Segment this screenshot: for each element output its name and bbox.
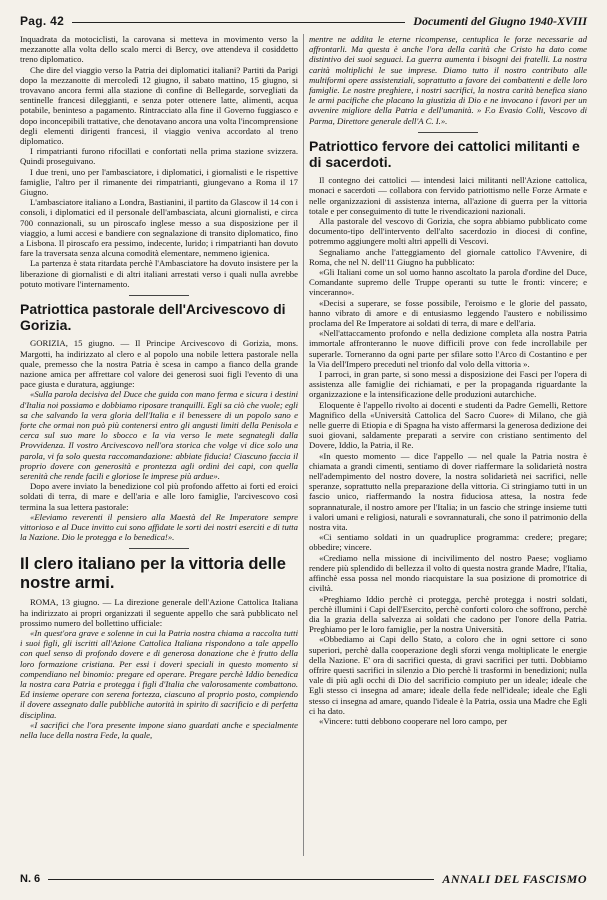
paragraph: Inquadrata da motociclisti, la carovana si metteva in movimento verso la mezzanotte alla volta dello scalo merci di Bercy, ove attendeva il cosiddetto treno diplomatico. (20, 34, 298, 65)
paragraph: Che dire del viaggio verso la Patria dei diplomatici italiani? Partiti da Parigi dopo la mezzanotte di mercoledì 12 giugno, il sabato mattino, 15 giugno, si trovavano ancora fermi alla stazione di confine di Bellegarde, sorvegliati da sentinelle francesi dileggianti, e senza poter ottenere latte, alimenti, acqua potabile, beninteso a pagamento. Rintracciato alla fine il Governo fuggiasco e dopo inconcepibili trattative, che denotavano ancora una volta l'incomprensione degli elementi dirigenti francesi, il viaggio veniva accordato al treno diplomatico. (20, 64, 298, 147)
quote-text: «I sacrifici che l'ora presente impone siano guardati anche e specialmente nella luce della nostra Fede, la quale, (20, 719, 298, 741)
paragraph: I rimpatrianti furono rifocillati e confortati nella prima stazione svizzera. Quindi proseguivano. (20, 146, 298, 167)
left-column (20, 34, 298, 856)
paragraph: Alla pastorale del vescovo di Gorizia, che sopra abbiamo pubblicato come documento-tipo dell'intervento dell'alto sacerdozio in diocesi di confine, potremmo aggiungere molti altri appelli di Vescovi. (309, 215, 587, 247)
section-separator (129, 548, 189, 549)
quote-paragraph (20, 628, 298, 720)
paragraph: «Gli Italiani come un sol uomo hanno ascoltato la parola d'ordine del Duce, Comandante supremo delle Truppe operanti su tutte le fronti: vincere; e vinceranno». (309, 267, 587, 298)
right-column (309, 34, 587, 856)
paragraph: Il contegno dei cattolici — intendesi laici militanti nell'Azione cattolica, monaci e sacerdoti — collabora con fervido patriottismo nelle Forze Armate e nelle organizzazioni di assistenza interna, all'azione di guerra per la vittoria totale e per conseguimento di tutte le rivendicazioni nazionali. (309, 175, 587, 216)
paragraph: ROMA, 13 giugno. — La direzione generale dell'Azione Cattolica Italiana ha indirizzato ai propri organizzati il seguente appello che sarà pubblicato nel prossimo numero del bollettino ufficiale: (20, 597, 298, 628)
paragraph: I parroci, in gran parte, si sono messi a disposizione dei Fasci per l'opera di assistenza alle famiglie dei richiamati, e per la propaganda riguardante la organizzazione e la intensificazione delle produzioni autarchiche. (309, 369, 587, 400)
quote-paragraph (20, 389, 298, 481)
section-heading: Il clero italiano per la vittoria delle nostre armi. (20, 555, 286, 592)
paragraph: La partenza è stata ritardata perchè l'Ambasciatore ha dovuto insistere per la liberazione di giornalisti e di altri italiani arrestati verso i quali nulla avrebbe potuto motivare l'internamento. (20, 258, 298, 289)
paragraph: «Nell'attaccamento profondo e nella dedizione completa alla nostra Patria immortale affronteranno le nuove difficili prove con fede incrollabile per superarle. Torneranno da ogni parte per sfilare sotto l'Arco di Costantino e per la Via dell'Impero preceduti nel trionfo dal volo della vittoria ». (309, 328, 587, 369)
paragraph: «In questo momento — dice l'appello — nel quale la Patria nostra è chiamata a grandi cimenti, sentiamo di dover riaffermare la solidarietà nostra nell'adempimento del nostro dovere, la nostra solidarietà nei sacrifici, nelle speranze, soprattutto nella preparazione della vittoria. Ci stringiamo tutti in un fascio unico, riaffermando la nostra fiduciosa attesa, la nostra fede soprannaturale, il nostro amore per l'Italia; in un fascio che stringe insieme tutti i valori umani e religiosi, naturali e sovrannaturali, che sono il patrimonio della nostra vita. (309, 450, 587, 533)
quote-text: mentre ne addita le eterne ricompense, centuplica le forze necessarie ad affrontarli. Ma questa è anche l'ora della carità che Cristo ha dato come distintivo dei suoi seguaci. La guerra aumenta i bisogni dei fratelli. La nostra carità moltiplichi le sue imprese. Diamo tutto il nostro contributo alle multiformi opere assistenziali, soprattutto a favore dei combattenti e delle loro famiglie. Le nostre preghiere, i nostri sacrifici, la nostra carità benefica siano le armi pacifiche che placano la giustizia di Dio e ne invocano i favori per un avvenire migliore della Patria e dell'umanità. » F.o Evasio Colli, Vescovo di Parma, Direttore generale dell'A C. I.». (309, 34, 587, 126)
quote-paragraph (309, 34, 587, 126)
paragraph: Eloquente è l'appello rivolto ai docenti e studenti da Padre Gemelli, Rettore Magnifico della «Università Cattolica del Sacro Cuore» di Milano, che già nelle guerre di Etiopia e di Spagna ha visto affermarsi la generosa dedizione dei suoi giovani, saldamente preparati a servire con cristiano sentimento del Dovere, Iddio, la Patria, il Re. (309, 399, 587, 451)
paragraph: Segnaliamo anche l'atteggiamento del giornale cattolico l'Avvenire, di Roma, che nel N. dell'11 Giugno ha pubblicato: (309, 246, 587, 267)
quote-paragraph (20, 720, 298, 740)
quote-text: «Sulla parola decisiva del Duce che guida con mano ferma e sicura i destini d'Italia noi possiamo e dobbiamo riposare tranquilli. Egli sa ciò che vuole; egli sa che salvando la vera gloria dell'Italia e il benessere di un popolo sano e forte che ormai non può più contenersi entro gli angusti limiti della Penisola e cerca sul suo mare lo sbocco e la via verso le mete segnategli dalla Provvidenza. Il vostro Arcivescovo nell'ora storica che volge vi dice solo una parola, vi fa solo questa raccomandazione: abbiate fiducia! Ciascuno faccia il proprio dovere con generosità e prontezza agli ordini dei capi, con quella serenità che rende facili e gloriose le imprese più ardue». (20, 389, 298, 482)
paragraph: «Ci sentiamo soldati in un quadruplice programma: credere; pregare; obbedire; vincere. (309, 532, 587, 553)
paragraph: «Preghiamo Iddio perchè ci protegga, perchè protegga i nostri soldati, perchè illumini i Capi dell'Esercito, perchè conforti coloro che soffrono, perchè dia la grazia della salvezza ai soldati che cadono per l'onore della Patria. Preghiamo per le loro famiglie, per la nostra Università. (309, 593, 587, 635)
header-rule (72, 22, 405, 23)
quote-text: «In quest'ora grave e solenne in cui la Patria nostra chiama a raccolta tutti i suoi figli, gli iscritti all'Azione Cattolica Italiana rispondono a tale appello con quel senso di profondo dovere e di generosa donazione che è frutto della loro formazione cristiana. Per essi i doveri speciali in questo momento si compendiano nel binomio: pregare ed operare. Pregare perchè Iddio benedica la nostra cara Patria e protegga i figli d'Italia che valorosamente combattono. Ed insieme operare con serena fortezza, ciascuno al proprio posto, compiendo il dovere assegnato dalle pubbliche autorità in spirito di sacrificio e di perfetta disciplina. (20, 628, 298, 720)
paragraph: GORIZIA, 15 giugno. — Il Principe Arcivescovo di Gorizia, mons. Margotti, ha indirizzato al clero e al popolo una nobile lettera pastorale nella quale, premesso che la nostra Patria è scesa in campo a fianco della grande nazione amica per affrettare col valore dei generosi suoi figli l'evento di una pace giusta e duratura, aggiunge: (20, 338, 298, 390)
paragraph: «Vincere: tutti debbono cooperare nel loro campo, per (319, 715, 508, 726)
paragraph: «Obbediamo ai Capi dello Stato, a coloro che in ogni settore ci sono superiori, perchè dalla cooperazione degli sforzi venga moltiplicate le energie della Nazione. E' ora di sacrifici questa, di gravi sacrifici per tutti. Dobbiamo offrire questi sacrifici in silenzio a Dio perchè li trasformi in benedizioni; nulla vale di più agli occhi di Dio del sacrificio compiuto per un ideale; ideale che Egli stesso ci insegna ad amare; ideale della fede nell'ideale; ideale che Egli stesso ci insegna ad amare, quando l'ideale è la Patria, ossia una Madre che Egli ci ha dato. (309, 634, 587, 716)
paragraph: Dopo avere inviato la benedizione col più profondo affetto ai forti ed eroici soldati di terra, di mare e dell'aria e alle loro famiglie, l'arcivescovo così termina la sua lettera pastorale: (20, 481, 298, 512)
quote-paragraph (20, 512, 298, 543)
section-separator (418, 132, 478, 133)
paragraph: L'ambasciatore italiano a Londra, Bastianini, il partito da Glascow il 14 con i consoli, i diplomatici ed il personale dell'ambasciata, alcuni giornalisti, e circa 700 connazionali, su un piroscafo inglese messo a sua disposizione per il viaggio, a lumi accesi e bandiere con segnalazione di transito diplomatico, fino a Lisbona. Il piroscafo era pessimo, indecente, lurido; i rimpatrianti han dovuto fare la traversata senza alcuna comodità elementare, nemmeno igienica. (20, 197, 298, 259)
quote-text: «Eleviamo reverenti il pensiero alla Maestà del Re Imperatore sempre vittorioso e al Duce invitto cui sono affidate le sorti dei nostri eserciti e di tutta la Nazione. Dio le protegga e lo benedica!». (20, 511, 298, 543)
journal-name: ANNALI DEL FASCISMO (442, 871, 587, 886)
column-divider (303, 34, 304, 856)
page-header (20, 12, 587, 30)
paragraph: I due treni, uno per l'ambasciatore, i diplomatici, i giornalisti e le rispettive famiglie, l'altro per il rimanente dei rimpatrianti, giungevano a Roma il 17 Giugno. (20, 166, 298, 198)
paragraph: «Decisi a superare, se fosse possibile, l'eroismo e le glorie del passato, hanno vibrato di amore e di entusiasmo leggendo l'austero e nobilissimo proclama del Re Imperatore ai soldati di terra, di mare e dell'aria. (309, 297, 587, 329)
section-heading: Patriottico fervore dei cattolici militanti e di sacerdoti. (309, 137, 580, 170)
page-number: Pag. 42 (20, 14, 65, 28)
text-columns (20, 34, 587, 856)
page-footer (20, 870, 587, 888)
section-heading: Patriottica pastorale dell'Arcivescovo di Gorizia. (20, 301, 286, 333)
issue-number: N. 6 (20, 873, 41, 885)
paragraph: «Crediamo nella missione di incivilimento del nostro Paese; vogliamo rendere più splendido di bellezza il volto di questa nostra grande Madre, l'Italia, affinchè essa possa nel mondo riacquistare la sua posizione di promotrice di civiltà. (309, 552, 587, 594)
running-title: Documenti del Giugno 1940-XVIII (413, 13, 587, 28)
footer-rule (48, 879, 434, 880)
section-separator (129, 295, 189, 296)
